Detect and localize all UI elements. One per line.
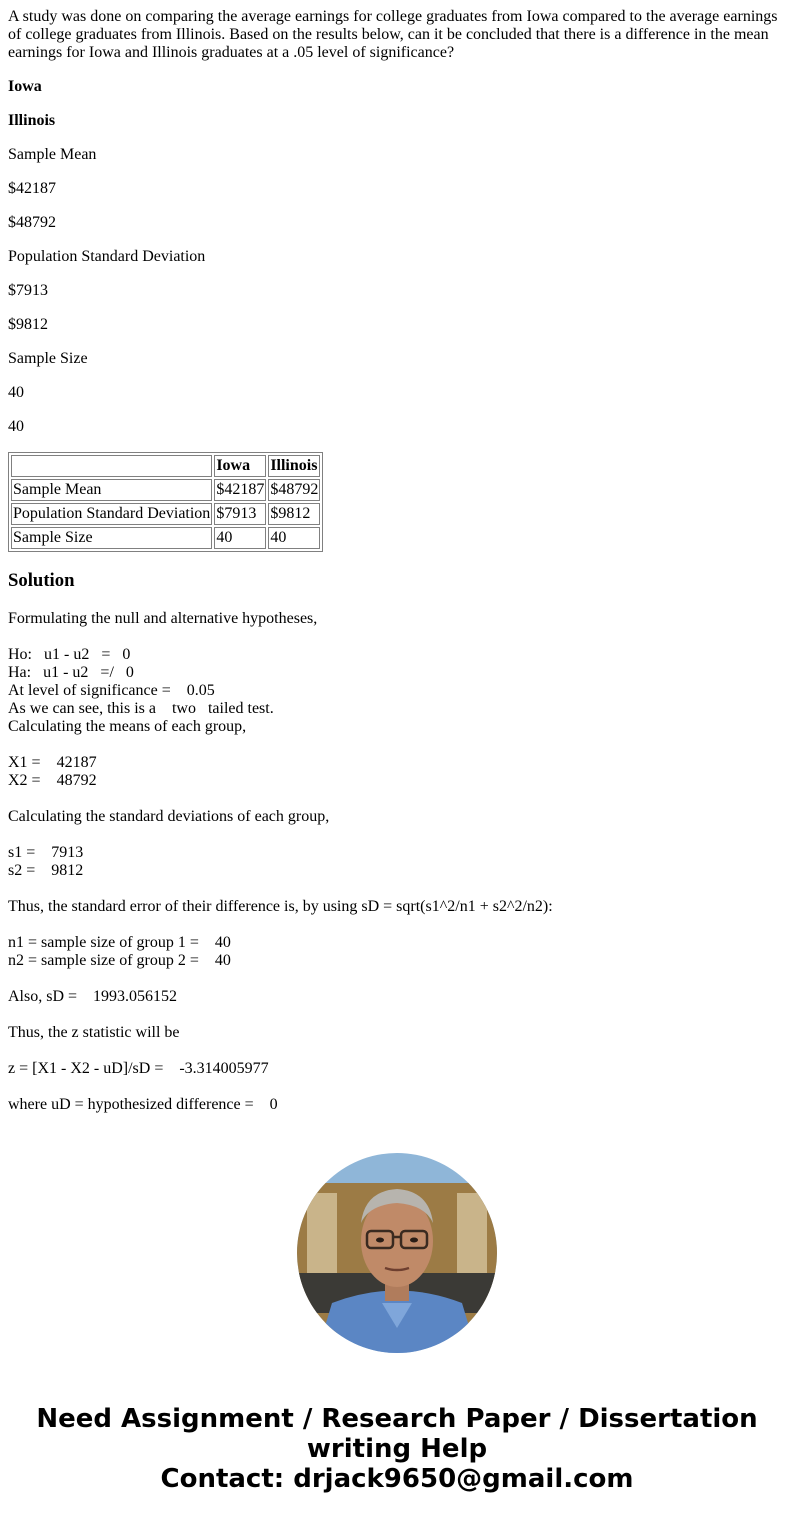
- promo-line: writing Help: [306, 1434, 488, 1464]
- solution-line: [8, 1006, 786, 1024]
- promo-line: Need Assignment / Research Paper / Dissertation: [36, 1404, 758, 1434]
- list-item: $9812: [8, 316, 48, 333]
- solution-line: where uD = hypothesized difference = 0: [8, 1096, 278, 1113]
- solution-line: s1 = 7913: [8, 844, 84, 861]
- solution-line: [8, 736, 786, 754]
- table-cell: Sample Mean: [11, 479, 212, 501]
- solution-line: [8, 916, 786, 934]
- solution-line: [8, 790, 786, 808]
- promo-banner: [0, 1404, 794, 1494]
- solution-line: Also, sD = 1993.056152: [8, 988, 178, 1005]
- table-cell: $7913: [214, 503, 266, 525]
- table-cell: Population Standard Deviation: [11, 503, 212, 525]
- table-header-row: [11, 455, 320, 477]
- solution-line: z = [X1 - X2 - uD]/sD = -3.314005977: [8, 1060, 269, 1077]
- solution-line: At level of significance = 0.05: [8, 682, 215, 699]
- solution-line: n1 = sample size of group 1 = 40: [8, 934, 231, 951]
- list-item-illinois: Illinois: [8, 112, 56, 129]
- list-item-iowa: Iowa: [8, 78, 42, 95]
- table-header-cell: [11, 455, 212, 477]
- solution-line: [8, 1042, 786, 1060]
- table-cell: Sample Size: [11, 527, 212, 549]
- table-row: [11, 479, 320, 501]
- solution-line: Thus, the standard error of their difference is, by using sD = sqrt(s1^2/n1 + s2^2/n2):: [8, 898, 553, 915]
- promo-contact[interactable]: Contact: drjack9650@gmail.com: [160, 1464, 634, 1494]
- list-item: Sample Mean: [8, 146, 97, 163]
- list-item: Population Standard Deviation: [8, 248, 206, 265]
- author-avatar: [297, 1153, 497, 1353]
- list-item: 40: [8, 418, 24, 435]
- list-item: $7913: [8, 282, 48, 299]
- table-cell: 40: [268, 527, 320, 549]
- list-item: $42187: [8, 180, 56, 197]
- avatar-portrait: [297, 1153, 497, 1353]
- list-item: $48792: [8, 214, 56, 231]
- table-header-cell: Illinois: [268, 455, 320, 477]
- question-text: A study was done on comparing the average earnings for college graduates from Iowa compared to the average earnings of college graduates from Illinois. Based on the results below, can it be concluded that there is a difference in the mean earnings for Iowa and Illinois graduates at a .05 level of significance?: [8, 8, 778, 61]
- table-header-cell: Iowa: [214, 455, 266, 477]
- solution-line: Formulating the null and alternative hypotheses,: [8, 610, 318, 627]
- solution-line: [8, 970, 786, 988]
- table-row: [11, 527, 320, 549]
- list-item: 40: [8, 384, 24, 401]
- solution-line: X2 = 48792: [8, 772, 97, 789]
- table-cell: $42187: [214, 479, 266, 501]
- solution-body: [8, 610, 786, 1114]
- solution-line: Thus, the z statistic will be: [8, 1024, 180, 1041]
- solution-line: Ha: u1 - u2 =/ 0: [8, 664, 134, 681]
- solution-line: [8, 628, 786, 646]
- solution-line: Calculating the means of each group,: [8, 718, 247, 735]
- data-table: [8, 452, 323, 552]
- solution-line: n2 = sample size of group 2 = 40: [8, 952, 231, 969]
- solution-line: [8, 880, 786, 898]
- solution-heading: Solution: [8, 570, 75, 591]
- solution-line: s2 = 9812: [8, 862, 84, 879]
- list-item: Sample Size: [8, 350, 88, 367]
- solution-line: Calculating the standard deviations of each group,: [8, 808, 330, 825]
- solution-line: X1 = 42187: [8, 754, 97, 771]
- table-cell: $48792: [268, 479, 320, 501]
- solution-line: [8, 826, 786, 844]
- solution-line: As we can see, this is a two tailed test.: [8, 700, 274, 717]
- solution-line: [8, 1078, 786, 1096]
- solution-line: Ho: u1 - u2 = 0: [8, 646, 131, 663]
- table-cell: $9812: [268, 503, 320, 525]
- table-cell: 40: [214, 527, 266, 549]
- table-row: [11, 503, 320, 525]
